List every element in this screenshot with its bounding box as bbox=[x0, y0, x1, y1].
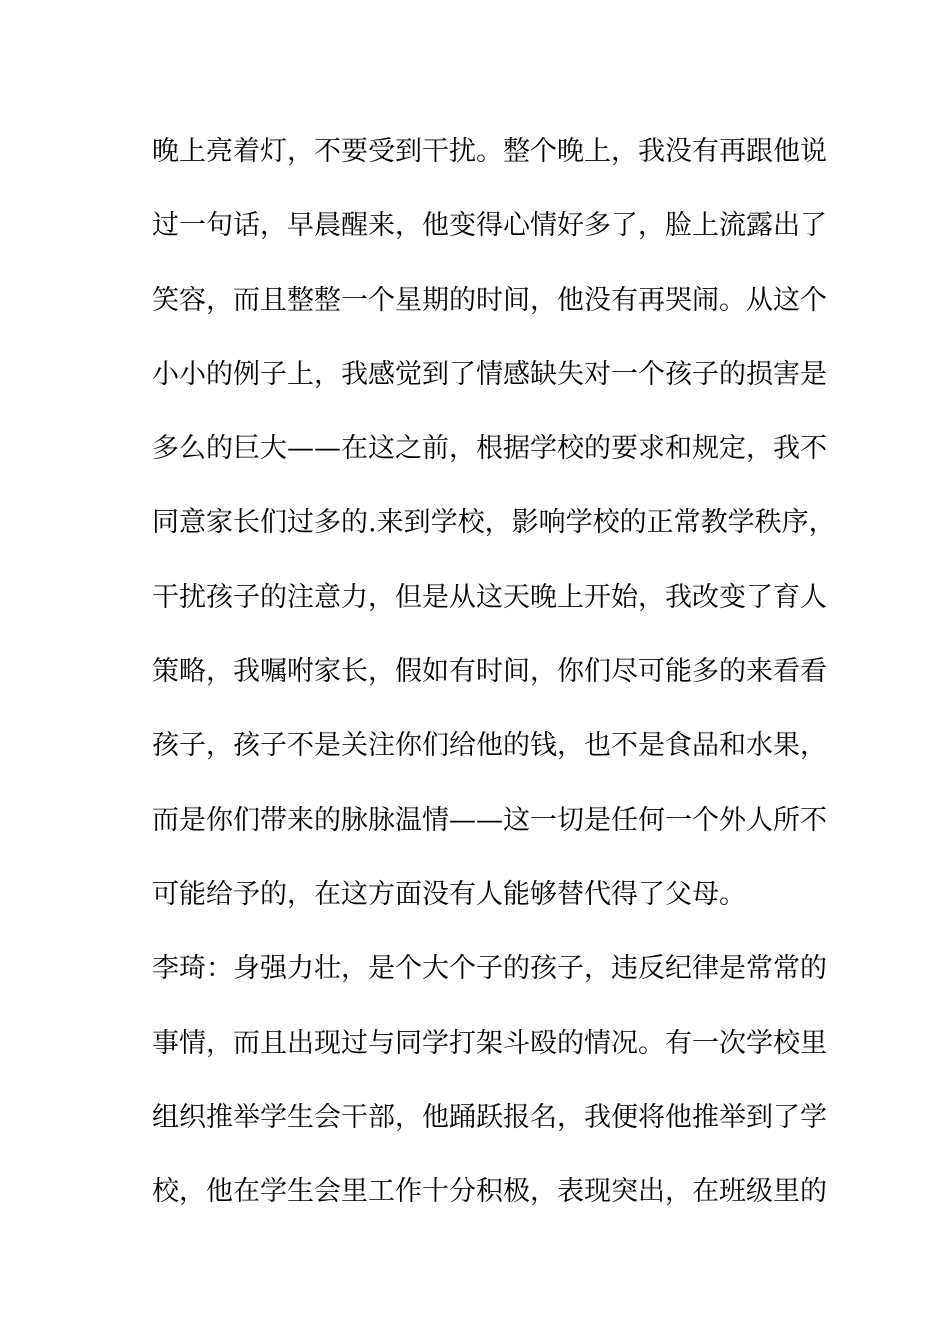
text-line: 校，他在学生会里工作十分积极，表现突出，在班级里的 bbox=[152, 1176, 827, 1208]
text-line: 多么的巨大——在这之前，根据学校的要求和规定，我不 bbox=[152, 433, 827, 465]
text-line: 李琦：身强力壮，是个大个子的孩子，违反纪律是常常的 bbox=[152, 953, 827, 985]
text-line: 笑容，而且整整一个星期的时间，他没有再哭闹。从这个 bbox=[152, 284, 827, 316]
text-line: 同意家长们过多的.来到学校，影响学校的正常教学秩序， bbox=[152, 507, 836, 539]
text-line: 小小的例子上，我感觉到了情感缺失对一个孩子的损害是 bbox=[152, 358, 827, 390]
text-line: 组织推举学生会干部，他踊跃报名，我便将他推举到了学 bbox=[152, 1101, 827, 1133]
text-line: 可能给予的，在这方面没有人能够替代得了父母。 bbox=[152, 878, 746, 910]
text-line: 事情，而且出现过与同学打架斗殴的情况。有一次学校里 bbox=[152, 1027, 827, 1059]
text-line: 孩子，孩子不是关注你们给他的钱，也不是食品和水果， bbox=[152, 730, 827, 762]
text-line: 晚上亮着灯，不要受到干扰。整个晚上，我没有再跟他说 bbox=[152, 136, 827, 167]
text-line: 而是你们带来的脉脉温情——这一切是任何一个外人所不 bbox=[152, 804, 827, 836]
text-line: 过一句话，早晨醒来，他变得心情好多了，脸上流露出了 bbox=[152, 210, 827, 242]
body-text bbox=[152, 128, 836, 1242]
text-line: 策略，我嘱咐家长，假如有时间，你们尽可能多的来看看 bbox=[152, 656, 827, 688]
text-line: 干扰孩子的注意力，但是从这天晚上开始，我改变了育人 bbox=[152, 581, 827, 613]
